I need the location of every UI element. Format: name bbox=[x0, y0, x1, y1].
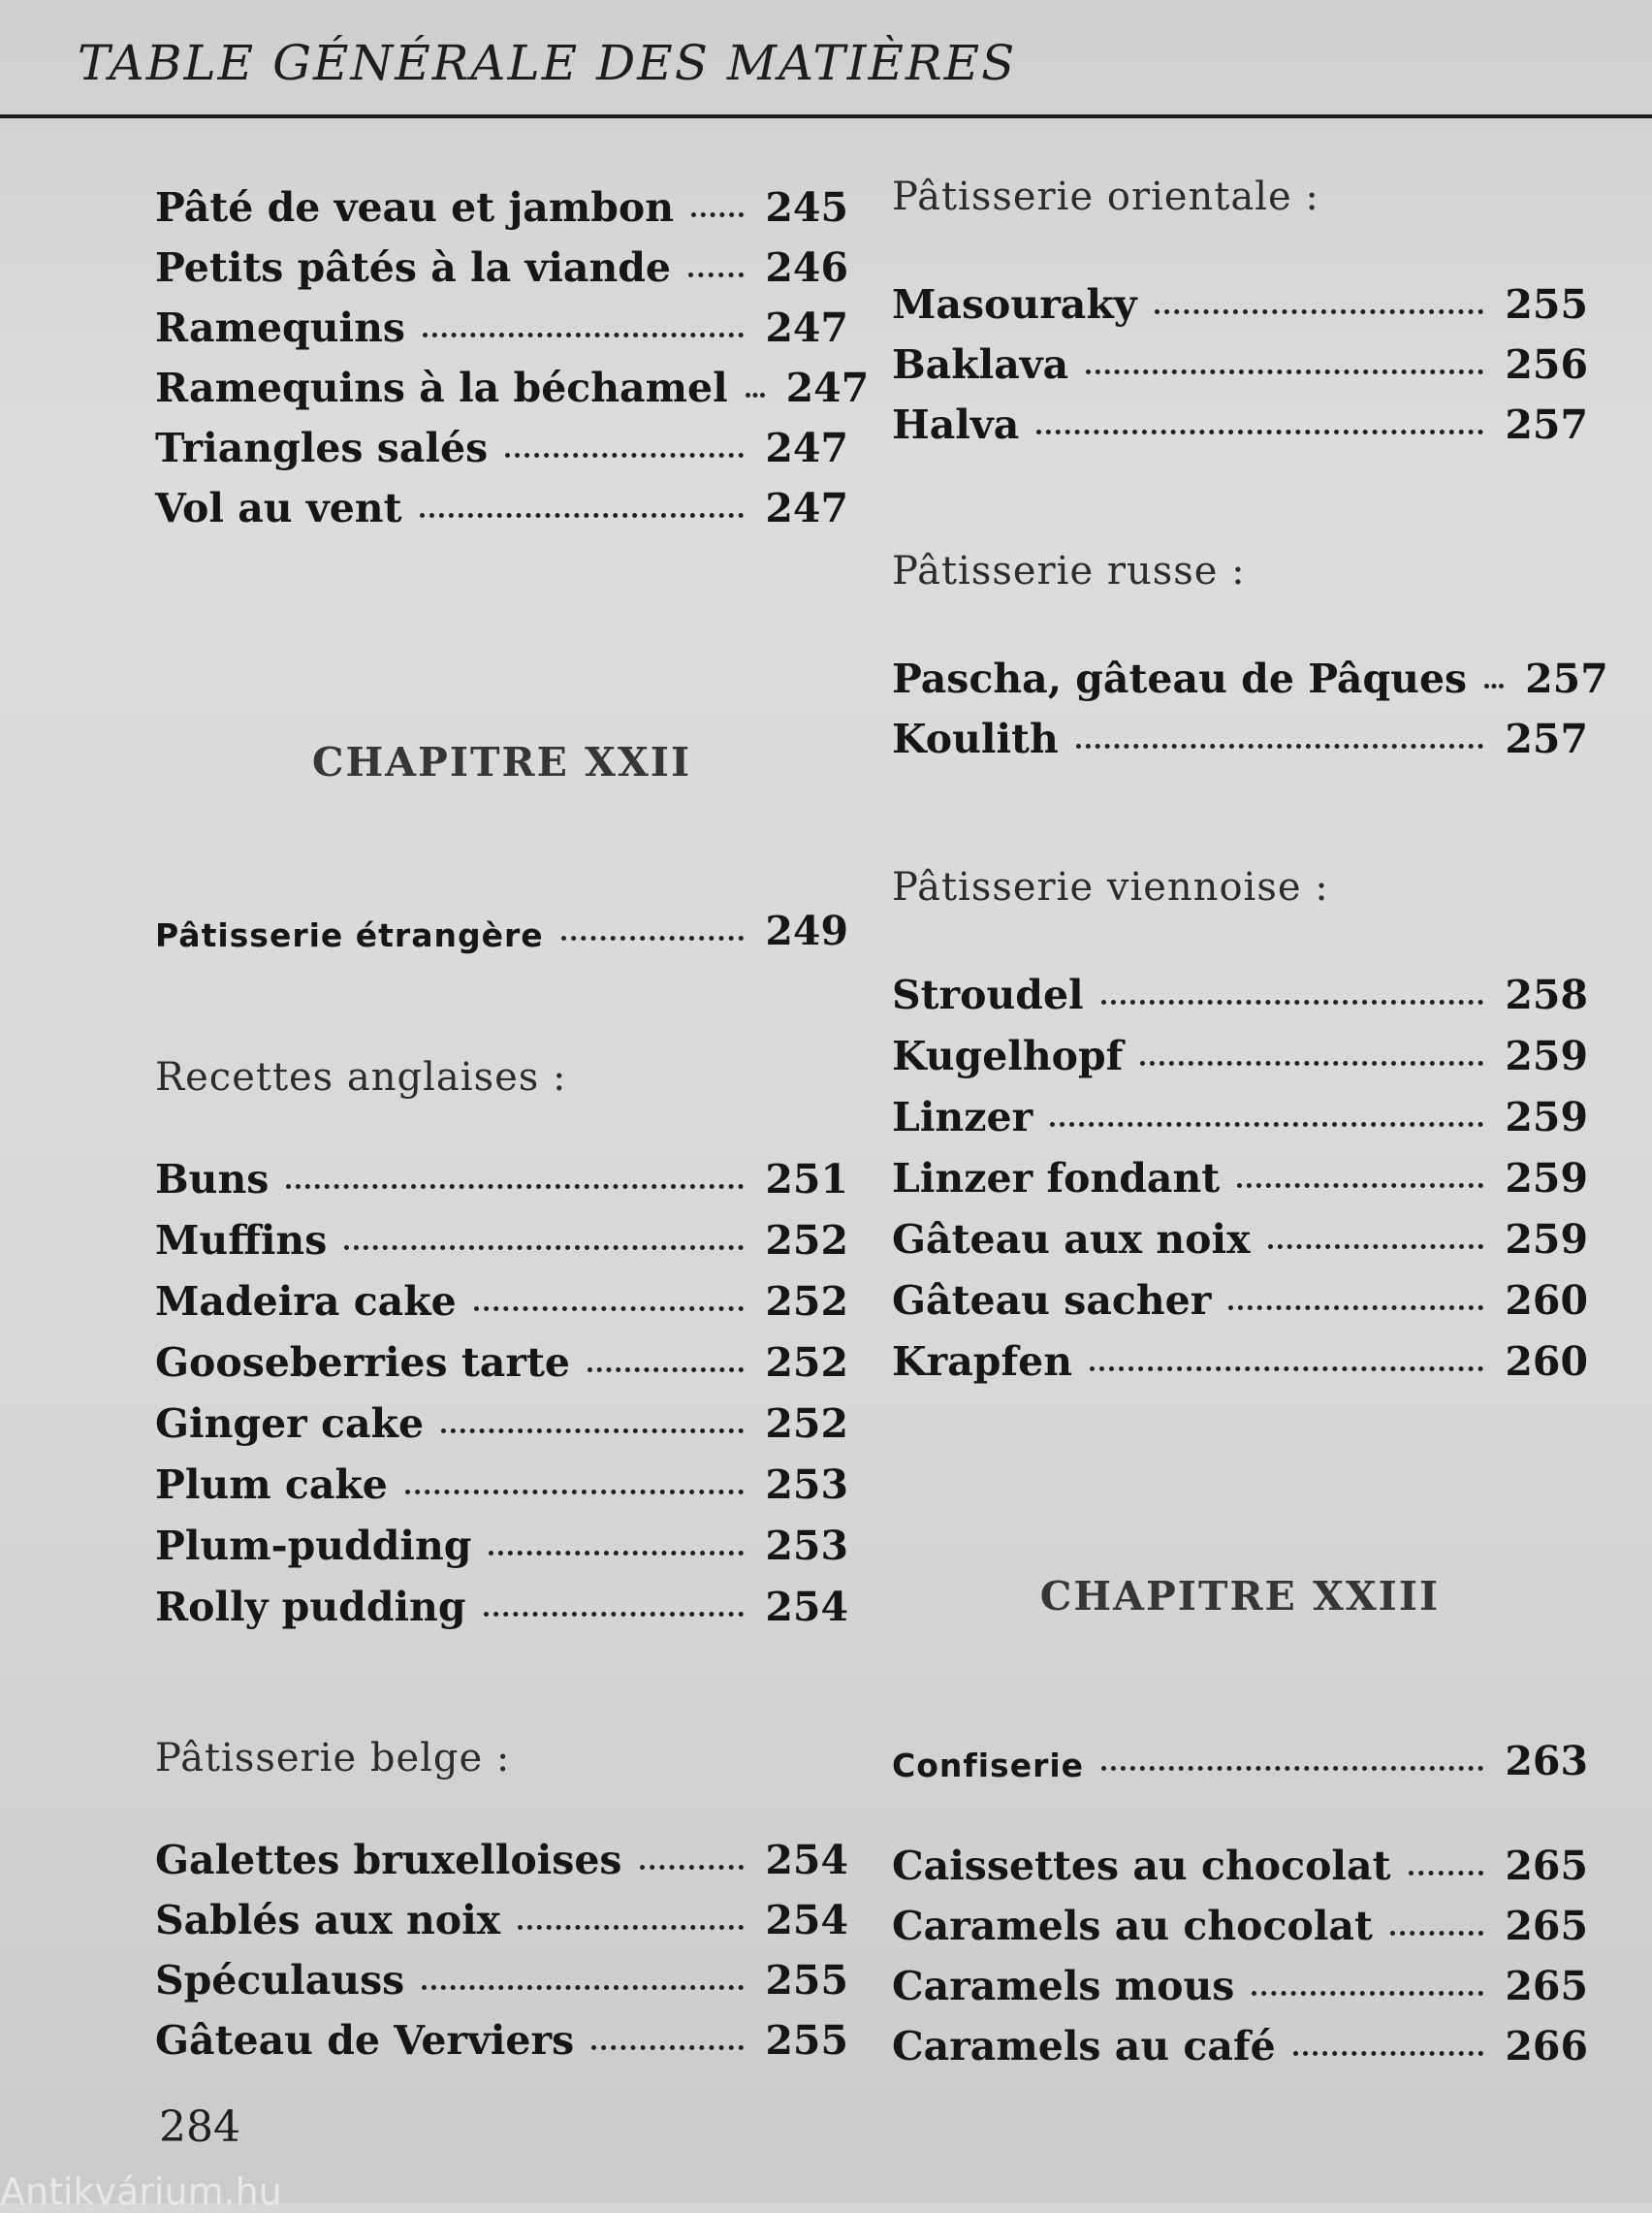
toc-entry bbox=[155, 353, 870, 411]
dot-leader bbox=[344, 1245, 744, 1250]
entry-title: Halva bbox=[892, 401, 1020, 448]
toc-entry bbox=[155, 1389, 848, 1447]
dot-leader bbox=[1036, 430, 1483, 434]
dot-leader bbox=[1086, 369, 1483, 374]
toc-entry bbox=[155, 1885, 848, 1943]
dot-leader bbox=[1237, 1183, 1483, 1188]
dot-leader bbox=[691, 212, 744, 217]
entry-title: Muffins bbox=[155, 1217, 328, 1264]
entry-title: Stroudel bbox=[892, 972, 1084, 1018]
page-number: 284 bbox=[159, 2102, 240, 2152]
dot-leader bbox=[286, 1184, 744, 1189]
entry-page: 265 bbox=[1505, 1903, 1588, 1949]
entry-page: 253 bbox=[765, 1523, 848, 1569]
entry-page: 257 bbox=[1525, 656, 1608, 702]
toc-entry bbox=[155, 413, 848, 471]
watermark: Antikvárium.hu bbox=[0, 2170, 282, 2213]
entry-title: Pâtisserie étrangère bbox=[155, 916, 544, 954]
entry-title: Vol au vent bbox=[155, 485, 402, 531]
dot-leader bbox=[561, 936, 745, 941]
entry-title: Petits pâtés à la viande bbox=[155, 244, 672, 291]
entry-title: Krapfen bbox=[892, 1338, 1073, 1385]
toc-entry bbox=[892, 2011, 1588, 2069]
dot-leader bbox=[1101, 1766, 1483, 1771]
dot-leader bbox=[746, 393, 765, 398]
entry-page: 247 bbox=[765, 305, 848, 351]
entry-title: Triangles salés bbox=[155, 425, 489, 471]
entry-page: 263 bbox=[1505, 1738, 1588, 1784]
entry-page: 256 bbox=[1505, 341, 1588, 388]
entry-title: Caissettes au chocolat bbox=[892, 1843, 1391, 1889]
dot-leader bbox=[422, 1985, 744, 1990]
entry-title: Madeira cake bbox=[155, 1278, 457, 1325]
entry-title: Galettes bruxelloises bbox=[155, 1837, 622, 1883]
entry-title: Linzer fondant bbox=[892, 1155, 1221, 1202]
toc-entry bbox=[892, 1204, 1588, 1263]
entry-page: 247 bbox=[785, 365, 870, 411]
entry-title: Kugelhopf bbox=[892, 1033, 1124, 1079]
entry-page: 260 bbox=[1505, 1338, 1588, 1385]
dot-leader bbox=[423, 333, 744, 337]
section-heading: Pâtisserie viennoise : bbox=[892, 865, 1329, 910]
entry-page: 255 bbox=[1505, 281, 1588, 328]
entry-title: Rolly pudding bbox=[155, 1584, 466, 1630]
entry-page: 259 bbox=[1505, 1033, 1588, 1079]
toc-entry bbox=[155, 1450, 848, 1508]
entry-page: 266 bbox=[1505, 2023, 1588, 2069]
dot-leader bbox=[1076, 744, 1484, 749]
dot-leader bbox=[1293, 2051, 1484, 2056]
entry-page: 258 bbox=[1505, 972, 1588, 1018]
entry-title: Ginger cake bbox=[155, 1400, 425, 1447]
dot-leader bbox=[1228, 1305, 1483, 1310]
toc-entry bbox=[892, 1021, 1588, 1079]
toc-entry bbox=[155, 233, 848, 291]
entry-page: 252 bbox=[765, 1339, 848, 1386]
toc-entry bbox=[155, 1205, 848, 1264]
chapter-lead-entry bbox=[155, 896, 848, 954]
dot-leader bbox=[1050, 1122, 1483, 1127]
entry-title: Gâteau aux noix bbox=[892, 1216, 1251, 1263]
dot-leader bbox=[1409, 1871, 1484, 1876]
dot-leader bbox=[1090, 1366, 1483, 1371]
entry-title: Caramels au café bbox=[892, 2023, 1276, 2069]
chapter-lead-entry bbox=[892, 1726, 1588, 1784]
dot-leader bbox=[420, 513, 745, 518]
toc-entry bbox=[155, 1825, 848, 1883]
entry-title: Pâté de veau et jambon bbox=[155, 184, 675, 231]
entry-page: 257 bbox=[1505, 716, 1588, 762]
toc-entry bbox=[892, 704, 1588, 762]
dot-leader bbox=[1268, 1244, 1484, 1249]
entry-title: Ramequins bbox=[155, 305, 405, 351]
toc-entry bbox=[892, 270, 1588, 328]
toc-entry bbox=[892, 1951, 1588, 2009]
dot-leader bbox=[591, 2045, 744, 2050]
dot-leader bbox=[688, 273, 744, 277]
entry-title: Caramels au chocolat bbox=[892, 1903, 1373, 1949]
toc-entry bbox=[155, 2005, 848, 2064]
entry-page: 254 bbox=[765, 1837, 848, 1883]
dot-leader bbox=[588, 1367, 744, 1372]
toc-entry bbox=[892, 330, 1588, 388]
toc-entry bbox=[892, 1082, 1588, 1140]
dot-leader bbox=[1155, 309, 1484, 314]
toc-entry bbox=[155, 1144, 848, 1203]
section-heading: Pâtisserie belge : bbox=[155, 1736, 511, 1780]
entry-title: Buns bbox=[155, 1156, 270, 1203]
entry-title: Spéculauss bbox=[155, 1957, 405, 2004]
entry-page: 247 bbox=[765, 485, 848, 531]
entry-page: 265 bbox=[1505, 1963, 1588, 2009]
entry-page: 255 bbox=[765, 2017, 848, 2064]
entry-page: 245 bbox=[765, 184, 848, 231]
header-rule bbox=[0, 114, 1652, 118]
entry-title: Pascha, gâteau de Pâques bbox=[892, 656, 1468, 702]
dot-leader bbox=[441, 1428, 744, 1433]
chapter-heading: CHAPITRE XXIII bbox=[1039, 1573, 1441, 1620]
entry-page: 252 bbox=[765, 1217, 848, 1264]
dot-leader bbox=[405, 1490, 745, 1494]
toc-entry bbox=[155, 173, 848, 231]
section-heading: Pâtisserie russe : bbox=[892, 549, 1246, 593]
entry-title: Koulith bbox=[892, 716, 1059, 762]
entry-title: Gâteau sacher bbox=[892, 1277, 1212, 1324]
entry-title: Gâteau de Verviers bbox=[155, 2017, 575, 2064]
dot-leader bbox=[518, 1925, 744, 1930]
toc-entry bbox=[892, 644, 1608, 702]
page-header: TABLE GÉNÉRALE DES MATIÈRES bbox=[78, 35, 1017, 91]
entry-title: Gooseberries tarte bbox=[155, 1339, 570, 1386]
toc-entry bbox=[892, 960, 1588, 1018]
entry-title: Confiserie bbox=[892, 1747, 1085, 1784]
entry-title: Plum-pudding bbox=[155, 1523, 472, 1569]
entry-page: 249 bbox=[765, 908, 848, 954]
entry-title: Baklava bbox=[892, 341, 1069, 388]
dot-leader bbox=[474, 1306, 745, 1311]
toc-entry bbox=[892, 1891, 1588, 1949]
entry-page: 260 bbox=[1505, 1277, 1588, 1324]
entry-title: Plum cake bbox=[155, 1461, 388, 1508]
chapter-heading: CHAPITRE XXII bbox=[311, 739, 692, 786]
dot-leader bbox=[505, 453, 744, 458]
entry-page: 259 bbox=[1505, 1155, 1588, 1202]
toc-entry bbox=[892, 390, 1588, 448]
toc-entry bbox=[155, 1511, 848, 1569]
toc-entry bbox=[892, 1143, 1588, 1202]
dot-leader bbox=[1484, 684, 1504, 689]
entry-page: 259 bbox=[1505, 1094, 1588, 1140]
entry-page: 265 bbox=[1505, 1843, 1588, 1889]
entry-page: 252 bbox=[765, 1278, 848, 1325]
entry-page: 252 bbox=[765, 1400, 848, 1447]
toc-entry bbox=[155, 473, 848, 531]
entry-title: Caramels mous bbox=[892, 1963, 1235, 2009]
toc-entry bbox=[155, 293, 848, 351]
toc-entry bbox=[155, 1267, 848, 1325]
entry-page: 255 bbox=[765, 1957, 848, 2004]
section-heading: Recettes anglaises : bbox=[155, 1055, 567, 1100]
entry-title: Linzer bbox=[892, 1094, 1033, 1140]
dot-leader bbox=[484, 1612, 745, 1617]
dot-leader bbox=[640, 1865, 745, 1870]
entry-page: 251 bbox=[765, 1156, 848, 1203]
toc-entry bbox=[155, 1945, 848, 2004]
entry-page: 254 bbox=[765, 1897, 848, 1943]
entry-page: 257 bbox=[1505, 401, 1588, 448]
dot-leader bbox=[1252, 1991, 1483, 1996]
dot-leader bbox=[1101, 1000, 1484, 1005]
toc-entry bbox=[892, 1266, 1588, 1324]
entry-title: Masouraky bbox=[892, 281, 1137, 328]
entry-title: Sablés aux noix bbox=[155, 1897, 501, 1943]
entry-page: 246 bbox=[765, 244, 848, 291]
toc-entry bbox=[155, 1572, 848, 1630]
dot-leader bbox=[1140, 1061, 1483, 1066]
dot-leader bbox=[1390, 1931, 1483, 1936]
entry-title: Ramequins à la béchamel bbox=[155, 365, 728, 411]
entry-page: 254 bbox=[765, 1584, 848, 1630]
toc-entry bbox=[155, 1328, 848, 1386]
dot-leader bbox=[489, 1551, 744, 1556]
toc-entry bbox=[892, 1327, 1588, 1385]
entry-page: 253 bbox=[765, 1461, 848, 1508]
section-heading: Pâtisserie orientale : bbox=[892, 175, 1319, 219]
entry-page: 247 bbox=[765, 425, 848, 471]
toc-entry bbox=[892, 1831, 1588, 1889]
entry-page: 259 bbox=[1505, 1216, 1588, 1263]
